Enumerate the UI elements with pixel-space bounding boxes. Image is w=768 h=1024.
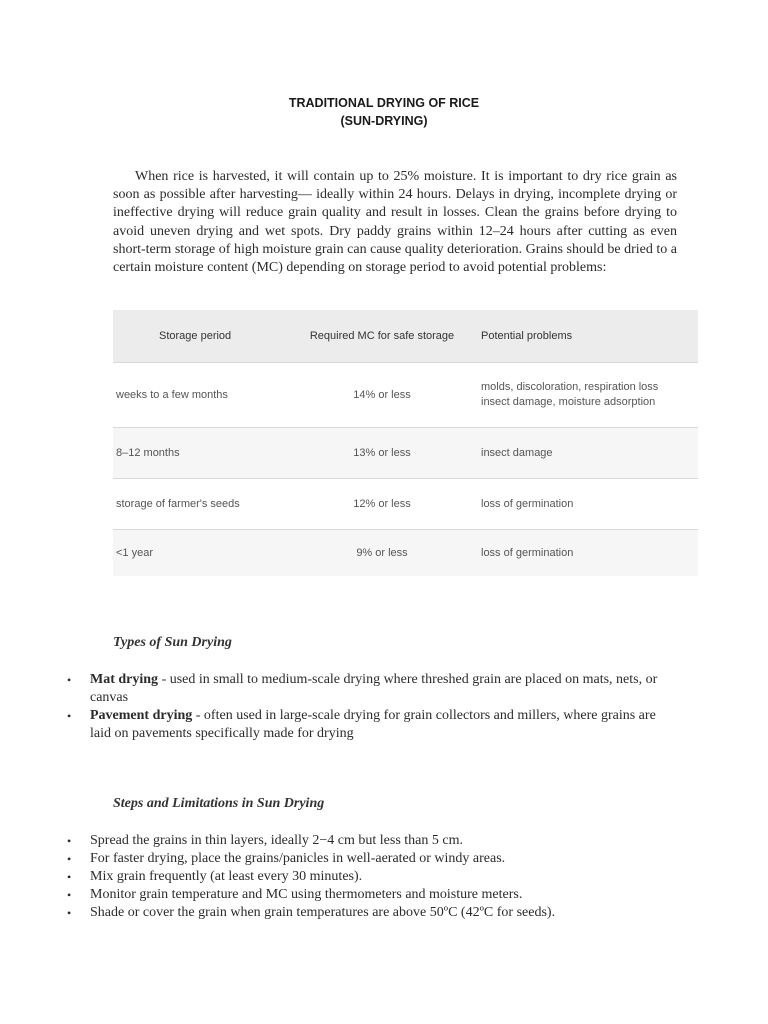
bullet-icon: • [67, 709, 72, 723]
list-item [67, 868, 679, 886]
problem-line: molds, discoloration, respiration loss [481, 381, 659, 393]
bullet-icon: • [67, 852, 72, 866]
intro-paragraph: When rice is harvested, it will contain up to 25% moisture. It is important to dry rice grain as soon as possible after harvesting— ideally within 24 hours. Delays in drying, incomplete drying or ineffective drying will reduce grain quality and result in losses. Clean the grains before drying to avoid uneven drying and wet spots. Dry paddy grains within 12–24 hours after cutting as even short-term storage of high moisture grain can cause quality deterioration. Grains should be dried to a certain moisture content (MC) depending on storage period to avoid potential problems: [113, 169, 677, 276]
list-item [67, 904, 679, 922]
steps-list [67, 832, 679, 922]
table-row [113, 479, 698, 530]
cell-potential-problems: insect damage [467, 428, 698, 479]
cell-storage-period: <1 year [113, 530, 297, 577]
item-text: - used in small to medium-scale drying where threshed grain are placed on mats, nets, or canvas [90, 672, 658, 705]
list-item [67, 671, 679, 707]
table-header-row [113, 310, 698, 363]
item-text: Shade or cover the grain when grain temperatures are above 50ºC (42ºC for seeds). [90, 905, 556, 920]
bullet-icon: • [67, 888, 72, 902]
cell-required-mc: 9% or less [297, 530, 467, 577]
table-row [113, 530, 698, 577]
header-required-mc: Required MC for safe storage [297, 310, 467, 363]
problem-line: insect damage, moisture adsorption [481, 396, 656, 408]
term-pavement-drying: Pavement drying [90, 708, 193, 723]
list-item [67, 850, 679, 868]
cell-storage-period: 8–12 months [113, 428, 297, 479]
cell-required-mc: 12% or less [297, 479, 467, 530]
item-text: Spread the grains in thin layers, ideally 2−4 cm but less than 5 cm. [90, 833, 463, 848]
title-line-2: (SUN-DRYING) [340, 114, 428, 128]
document-title [0, 94, 768, 130]
header-storage-period: Storage period [113, 310, 297, 363]
cell-potential-problems: loss of germination [467, 479, 698, 530]
item-text: Mix grain frequently (at least every 30 minutes). [90, 869, 363, 884]
steps-heading: Steps and Limitations in Sun Drying [113, 796, 325, 811]
bullet-icon: • [67, 906, 72, 920]
item-text: For faster drying, place the grains/panicles in well-aerated or windy areas. [90, 851, 506, 866]
item-text: Monitor grain temperature and MC using thermometers and moisture meters. [90, 887, 523, 902]
item-text: - often used in large-scale drying for grain collectors and millers, where grains are laid on pavements specifically made for drying [90, 708, 656, 741]
cell-potential-problems: loss of germination [467, 530, 698, 577]
cell-potential-problems [467, 363, 698, 428]
list-item [67, 707, 679, 743]
cell-storage-period: storage of farmer's seeds [113, 479, 297, 530]
term-mat-drying: Mat drying [90, 672, 159, 687]
table-row [113, 428, 698, 479]
title-line-1: TRADITIONAL DRYING OF RICE [288, 96, 480, 110]
table-row [113, 363, 698, 428]
types-list [67, 671, 679, 743]
list-item [67, 886, 679, 904]
storage-table [113, 310, 698, 576]
types-heading: Types of Sun Drying [113, 635, 232, 650]
cell-required-mc: 13% or less [297, 428, 467, 479]
list-item [67, 832, 679, 850]
bullet-icon: • [67, 673, 72, 687]
cell-storage-period: weeks to a few months [113, 363, 297, 428]
cell-required-mc: 14% or less [297, 363, 467, 428]
bullet-icon: • [67, 870, 72, 884]
bullet-icon: • [67, 834, 72, 848]
header-potential-problems: Potential problems [467, 310, 698, 363]
